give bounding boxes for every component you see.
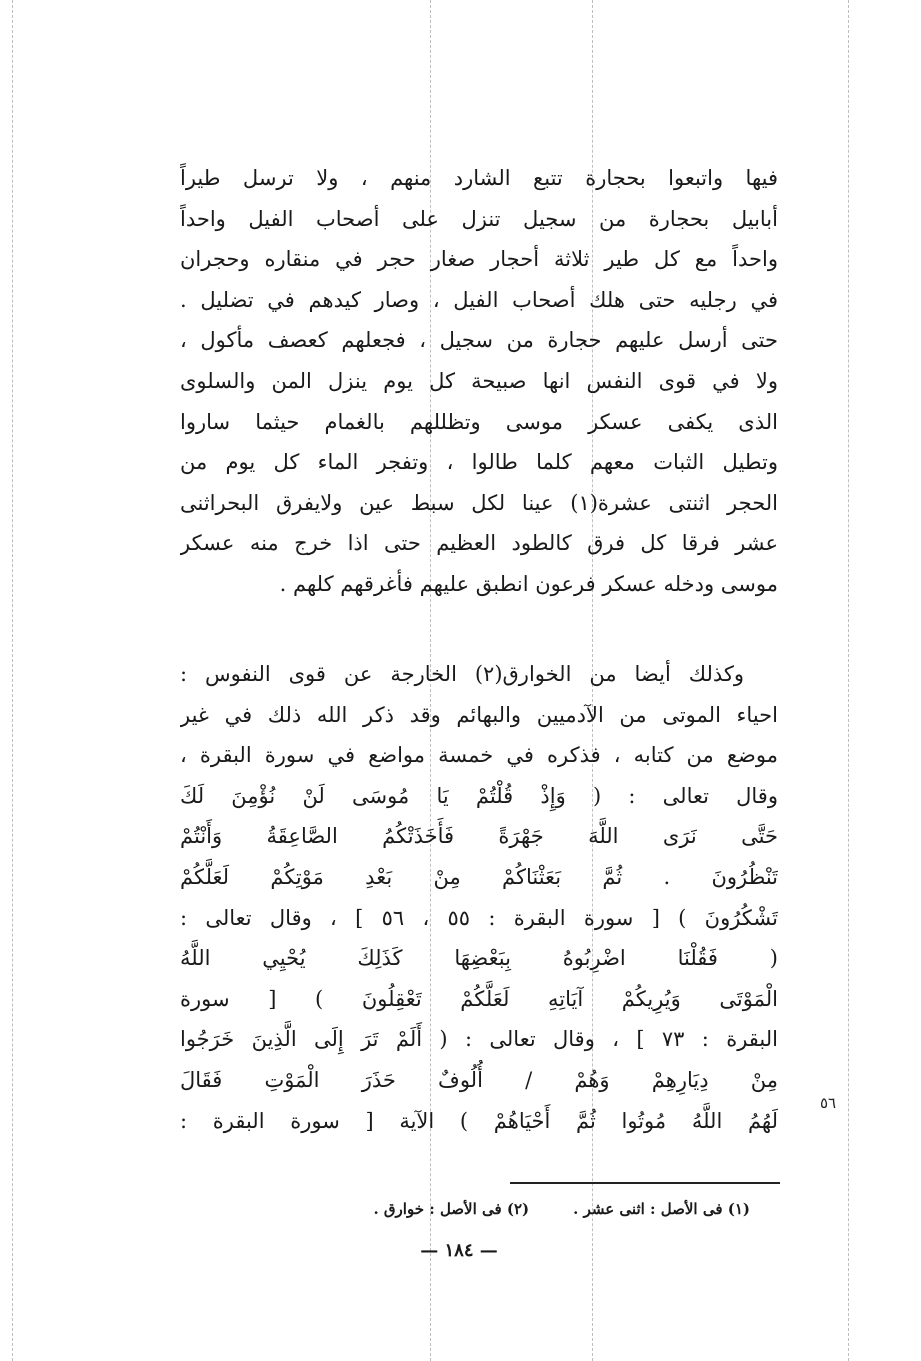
margin-page-number: ٥٦: [820, 1094, 837, 1112]
text-line: الْمَوْتَى وَيُرِيكُمْ آيَاتِهِ لَعَلَّكُمْ تَعْقِلُونَ ) [ سورة: [180, 986, 778, 1011]
text-line: وقال تعالى : ( وَإِذْ قُلْتُمْ يَا مُوسَى لَنْ نُؤْمِنَ لَكَ: [180, 783, 778, 808]
text-line: مِنْ دِيَارِهِمْ وَهُمْ / أُلُوفٌ حَذَرَ الْمَوْتِ فَقَالَ: [180, 1067, 778, 1092]
text-line: حَتَّى نَرَى اللَّهَ جَهْرَةً فَأَخَذَتْكُمُ الصَّاعِقَةُ وَأَنْتُمْ: [180, 824, 778, 849]
fold-line-right: [848, 0, 849, 1361]
footnote-2: (٢) فى الأصل : خوارق .: [373, 1200, 530, 1218]
text-line: عشر فرقا كل فرق كالطود العظيم حتى اذا خرج منه عسكر: [180, 531, 778, 556]
text-line: البقرة : ٧٣ ] ، وقال تعالى : ( أَلَمْ تَرَ إِلَى الَّذِينَ خَرَجُوا: [180, 1027, 778, 1052]
text-line: أبابيل بحجارة من سجيل تنزل على أصحاب الفيل واحداً: [180, 206, 778, 231]
text-line: في رجليه حتى هلك أصحاب الفيل ، وصار كيدهم في تضليل .: [180, 287, 778, 312]
text-line: احياء الموتى من الآدميين والبهائم وقد ذكر الله ذلك في غير: [180, 702, 778, 727]
paragraph-1: [180, 158, 778, 605]
text-line: الذى يكفى عسكر موسى وتظللهم بالغمام حيثما ساروا: [180, 409, 778, 434]
footnote-rule: [510, 1182, 780, 1184]
text-line: تَنْظُرُونَ . ثُمَّ بَعَثْنَاكُمْ مِنْ بَعْدِ مَوْتِكُمْ لَعَلَّكُمْ: [180, 864, 778, 889]
footnotes: [170, 1200, 750, 1218]
paragraph-2: [180, 654, 778, 1141]
text-line: موسى ودخله عسكر فرعون انطبق عليهم فأغرقهم كلهم .: [279, 571, 778, 596]
fold-line-left: [12, 0, 13, 1361]
text-line: ( فَقُلْنَا اضْرِبُوهُ بِبَعْضِهَا كَذَلِكَ يُحْيِي اللَّهُ: [180, 946, 778, 971]
text-line: حتى أرسل عليهم حجارة من سجيل ، فجعلهم كعصف مأكول ،: [180, 328, 778, 353]
footnote-1: (١) فى الأصل : اثنى عشر .: [573, 1200, 750, 1218]
text-line: لَهُمُ اللَّهُ مُوتُوا ثُمَّ أَحْيَاهُمْ ) الآية [ سورة البقرة :: [180, 1108, 778, 1133]
text-line: ولا في قوى النفس انها صبيحة كل يوم ينزل المن والسلوى: [180, 368, 778, 393]
text-line: موضع من كتابه ، فذكره في خمسة مواضع في سورة البقرة ،: [180, 743, 778, 768]
text-line: تَشْكُرُونَ ) [ سورة البقرة : ٥٥ ، ٥٦ ] ، وقال تعالى :: [180, 905, 778, 930]
text-line: الحجر اثنتى عشرة(١) عينا لكل سبط عين ولايفرق البحراثنى: [180, 490, 778, 515]
text-line: واحداً مع كل طير ثلاثة أحجار صغار حجر في منقاره وحجران: [180, 247, 778, 272]
text-line: وتطيل الثبات معهم كلما طالوا ، وتفجر الماء كل يوم من: [180, 450, 778, 475]
page-number: — ١٨٤ —: [420, 1240, 498, 1261]
text-line: فيها واتبعوا بحجارة تتبع الشارد منهم ، ولا ترسل طيراً: [180, 166, 778, 190]
text-line: وكذلك أيضا من الخوارق(٢) الخارجة عن قوى النفوس :: [180, 662, 744, 686]
